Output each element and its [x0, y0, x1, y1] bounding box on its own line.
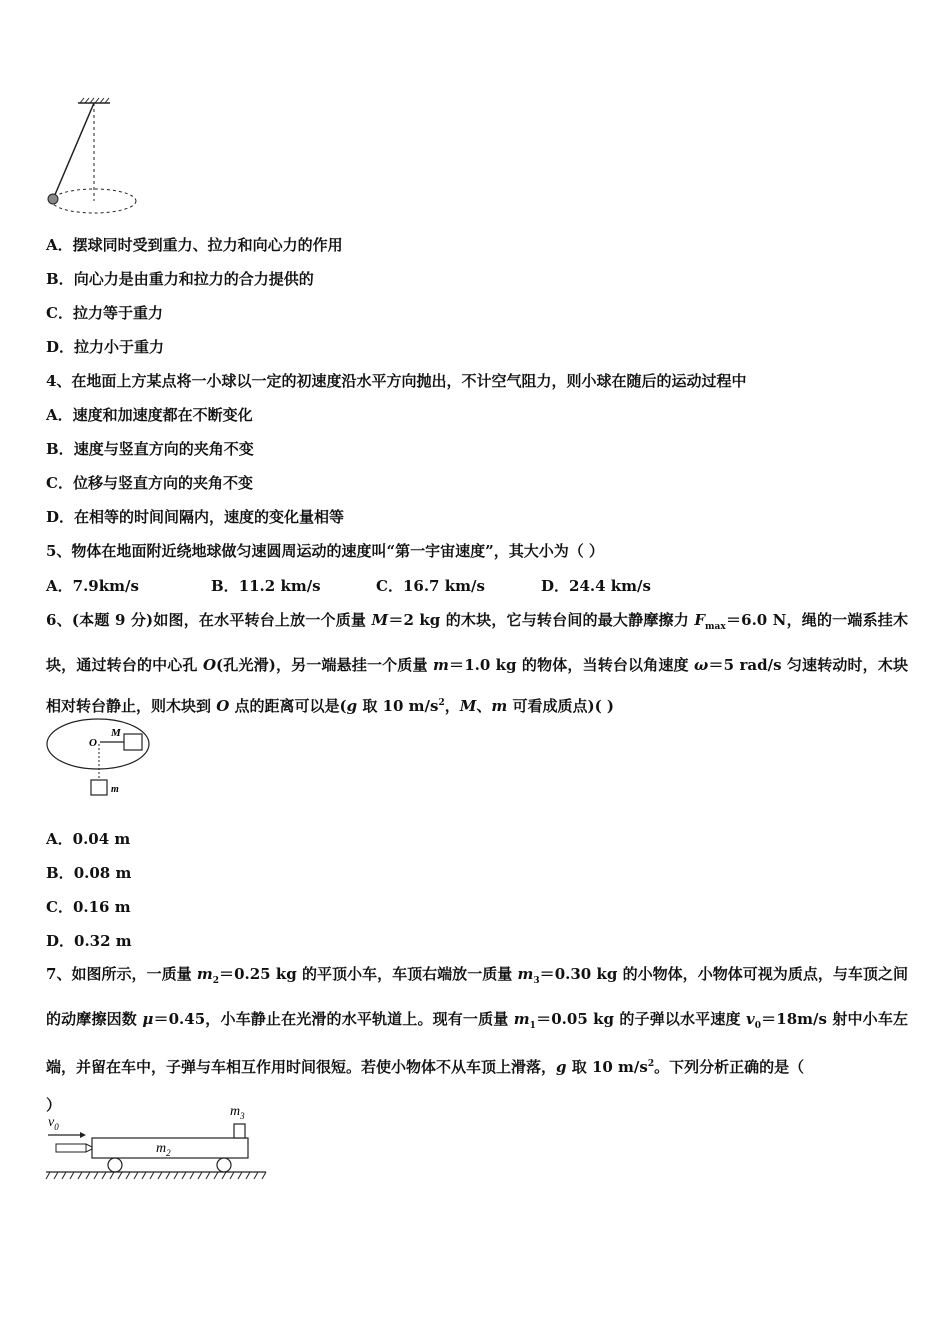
- block-m3: [234, 1124, 245, 1138]
- pendulum-ball: [48, 194, 58, 204]
- bullet: [56, 1144, 86, 1152]
- q5-option-c: C．16.7 km/s: [376, 577, 485, 595]
- q4-option-b: B．速度与竖直方向的夹角不变: [46, 440, 254, 458]
- q6-stem: 6、(本题 9 分)如图，在水平转台上放一个质量 M＝2 kg 的木块，它与转台间的最大静摩擦力 $F_{max}=6.0$ N，绳的一端系挂木块，通过转台的中心孔 O(孔光滑)，另一端悬挂一个质量 m＝1.0 kg 的物体，当转台以角速度 ω＝5 rad/s 匀速转动时，木块相对转台静止，则木块到 O 点的距离可以是(g 取 10 $m/s^2$，M、m 可看成质点)( ): [46, 611, 908, 715]
- q5-stem: 5、物体在地面附近绕地球做匀速圆周运动的速度叫“第一宇宙速度”，其大小为（ ）: [46, 542, 604, 560]
- figure-label-small-m: m: [111, 784, 119, 795]
- q3-option-c: C．拉力等于重力: [46, 304, 163, 322]
- figure-label-o: O: [89, 737, 97, 749]
- wheel-right: [217, 1158, 231, 1172]
- q5-option-d: D．24.4 km/s: [541, 577, 651, 595]
- figure-label-m2: $m_2$: [156, 1141, 171, 1158]
- q3-option-b: B．向心力是由重力和拉力的合力提供的: [46, 270, 314, 288]
- cart-figure: [44, 1102, 274, 1182]
- q5-options: [46, 575, 706, 597]
- q6-option-c: C．0.16 m: [46, 898, 131, 916]
- q3-option-a: A．摆球同时受到重力、拉力和向心力的作用: [46, 236, 343, 254]
- q6-option-a: A．0.04 m: [46, 830, 131, 848]
- figure-label-v0: $v_0$: [48, 1115, 59, 1132]
- q6-option-d: D．0.32 m: [46, 932, 132, 950]
- q4-option-c: C．位移与竖直方向的夹角不变: [46, 474, 253, 492]
- figure-label-big-m: M: [111, 727, 121, 739]
- wheel-left: [108, 1158, 122, 1172]
- q4-stem: 4、在地面上方某点将一小球以一定的初速度沿水平方向抛出，不计空气阻力，则小球在随后的运动过程中: [46, 372, 747, 390]
- figure-label-m3: $m_3$: [230, 1104, 245, 1121]
- q7-stem: 7、如图所示，一质量 $m_2=0.25$ kg 的平顶小车，车顶右端放一质量 $m_3=0.30$ kg 的小物体，小物体可视为质点，与车顶之间的动摩擦因数 μ＝0.45，小车静止在光滑的水平轨道上。现有一质量 $m_1=0.05$ kg 的子弹以水平速度 $v_0=18m/s$ 射中小车左端，并留在车中，子弹与车相互作用时间很短。若使小物体不从车顶上滑落，g 取 10 $m/s^2$。下列分析正确的是（ ）: [46, 965, 908, 1114]
- q5-option-b: B．11.2 km/s: [211, 577, 321, 595]
- q4-option-d: D．在相等的时间间隔内，速度的变化量相等: [46, 508, 345, 526]
- conical-pendulum-figure: [40, 95, 150, 225]
- q4-option-a: A．速度和加速度都在不断变化: [46, 406, 253, 424]
- turntable-figure: [44, 716, 164, 806]
- q5-option-a: A．7.9km/s: [46, 577, 139, 595]
- q6-option-b: B．0.08 m: [46, 864, 132, 882]
- q3-option-d: D．拉力小于重力: [46, 338, 165, 356]
